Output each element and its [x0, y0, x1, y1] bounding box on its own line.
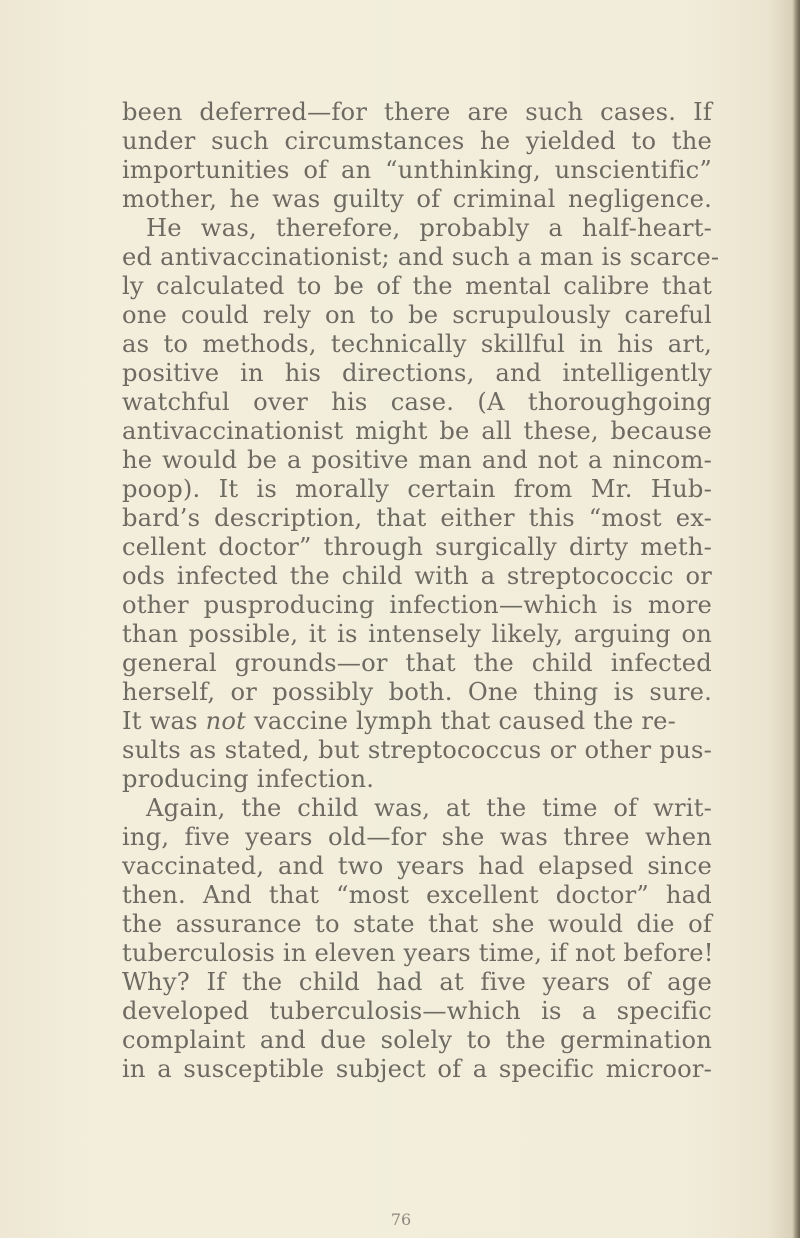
text-line: other pusproducing infection—which is more — [122, 591, 712, 619]
page-number: 76 — [390, 1210, 412, 1229]
text-line: tuberculosis in eleven years time, if not before! — [122, 939, 714, 967]
text-line: He was, therefore, probably a half-heart- — [146, 214, 712, 242]
text-line: general grounds—or that the child infected — [122, 649, 712, 677]
text-line: importunities of an “unthinking, unscientific” — [122, 156, 712, 184]
text-line: one could rely on to be scrupulously careful — [122, 301, 712, 329]
text-line: vaccinated, and two years had elapsed since — [122, 852, 712, 880]
text-line: then. And that “most excellent doctor” had — [122, 881, 712, 909]
page-edge-shadow — [793, 0, 800, 1238]
text-line: ed antivaccinationist; and such a man is scarce- — [122, 243, 720, 271]
text-line: producing infection. — [122, 765, 375, 793]
text-line: bard’s description, that either this “most ex- — [122, 504, 712, 532]
text-line: cellent doctor” through surgically dirty meth- — [122, 533, 712, 561]
text-line: in a susceptible subject of a specific microor- — [122, 1055, 712, 1083]
emphasis-not: not — [205, 707, 247, 735]
text-line: poop). It is morally certain from Mr. Hub- — [122, 475, 712, 503]
text-line: mother, he was guilty of criminal negligence. — [122, 185, 712, 213]
text-line: he would be a positive man and not a nincom- — [122, 446, 712, 474]
text-line: as to methods, technically skillful in his art, — [122, 330, 712, 358]
text-segment: vaccine lymph that caused the re- — [246, 707, 677, 735]
text-line: positive in his directions, and intelligently — [122, 359, 712, 387]
text-line: Why? If the child had at five years of age — [122, 968, 712, 996]
text-line: the assurance to state that she would die of — [122, 910, 712, 938]
text-line: Again, the child was, at the time of writ- — [146, 794, 712, 822]
text-line: complaint and due solely to the germination — [122, 1026, 712, 1054]
text-line: sults as stated, but streptococcus or other pus- — [122, 736, 712, 764]
text-line: watchful over his case. (A thoroughgoing — [122, 388, 712, 416]
text-line — [122, 707, 712, 736]
body-text — [122, 98, 720, 1084]
text-line: herself, or possibly both. One thing is sure. — [122, 678, 712, 706]
text-line: antivaccinationist might be all these, because — [122, 417, 712, 445]
text-line: under such circumstances he yielded to the — [122, 127, 712, 155]
text-line: ods infected the child with a streptococcic or — [122, 562, 712, 590]
text-line: ing, five years old—for she was three when — [122, 823, 712, 851]
text-line: developed tuberculosis—which is a specific — [122, 997, 712, 1025]
text-segment: It was — [122, 707, 206, 735]
text-line: been deferred—for there are such cases. If — [122, 98, 712, 126]
text-line: than possible, it is intensely likely, arguing on — [122, 620, 712, 648]
text-line: ly calculated to be of the mental calibre that — [122, 272, 712, 300]
